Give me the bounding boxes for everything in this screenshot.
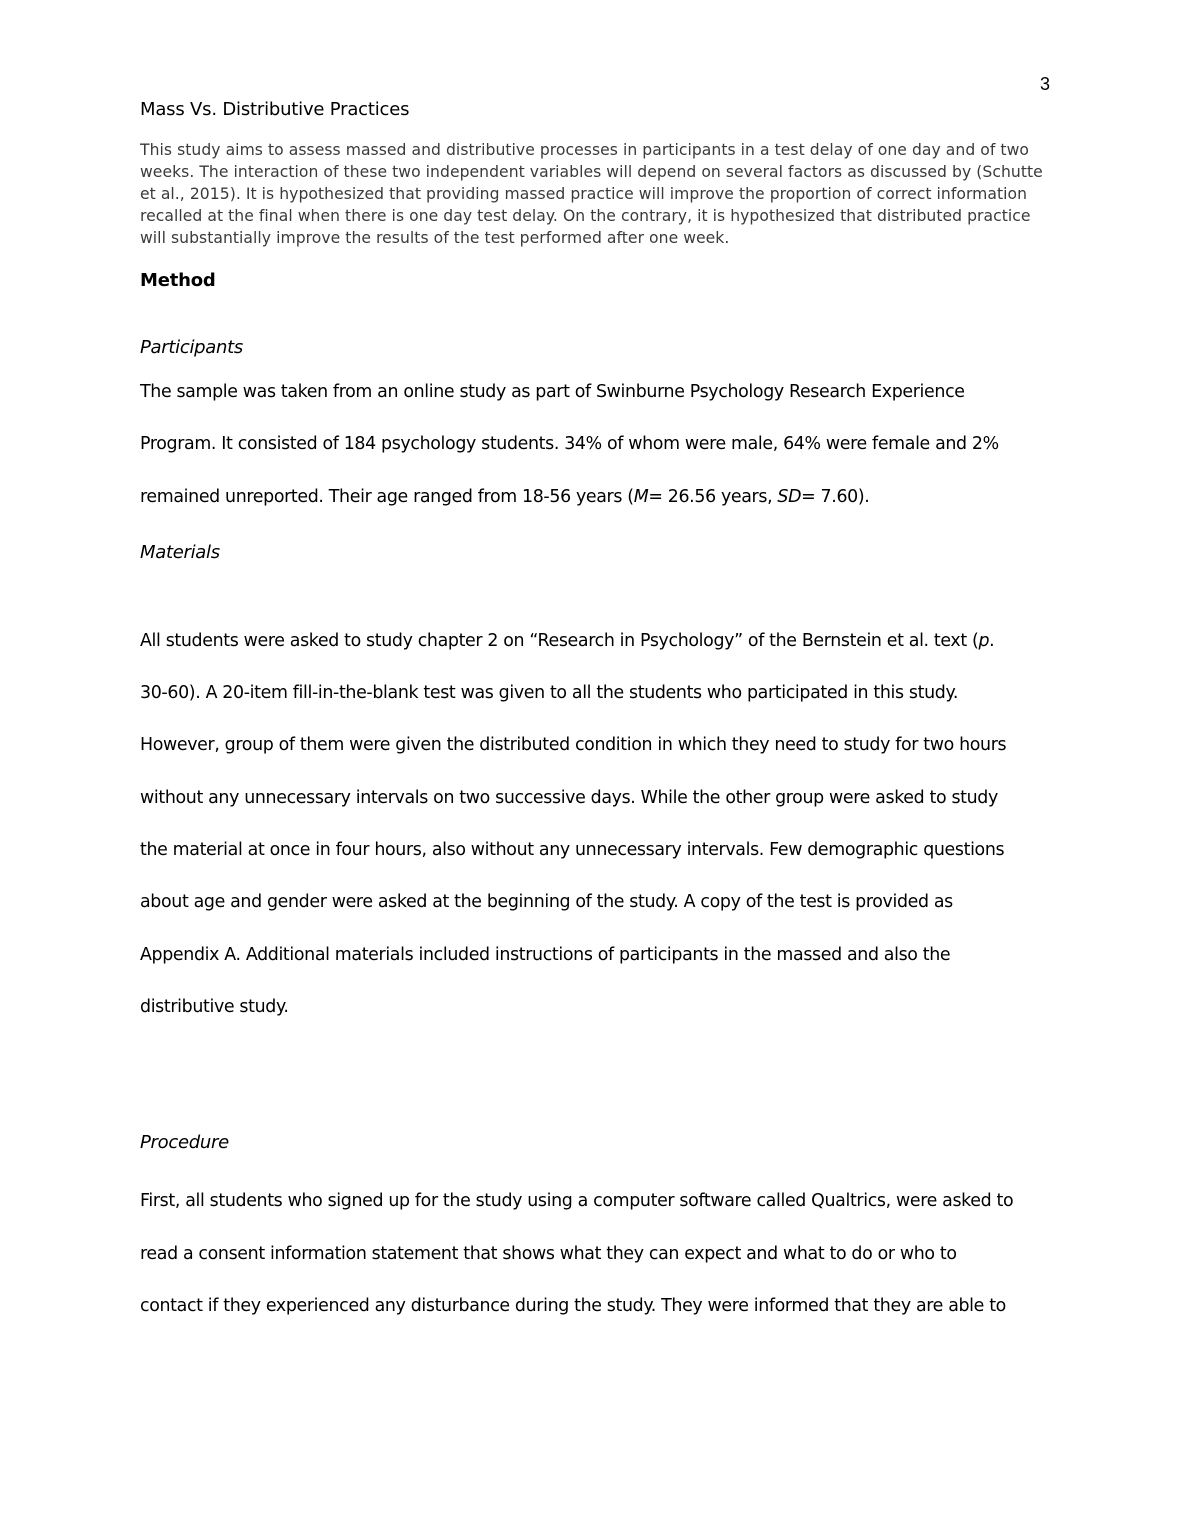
materials-line: distributive study. [140, 996, 289, 1017]
participants-heading: Participants [140, 337, 243, 358]
participants-line-3-text-b: = 26.56 years, [648, 486, 778, 507]
page-number: 3 [1039, 74, 1050, 94]
sd-symbol: SD [777, 486, 802, 507]
document-body [140, 98, 1050, 1332]
procedure-line: read a consent information statement that shows what they can expect and what to do or who to [140, 1243, 957, 1264]
abstract-paragraph: This study aims to assess massed and distributive processes in participants in a test delay of one day and of two weeks. The interaction of these two independent variables will depend on several factors as discussed by (Schutte et al., 2015). It is hypothesized that providing massed practice will improve the proportion of correct information recalled at the final when there is one day test delay. On the contrary, it is hypothesized that distributed practice will substantially improve the results of the test performed after one week. [140, 141, 1043, 247]
procedure-heading: Procedure [140, 1132, 229, 1154]
procedure-line: First, all students who signed up for the study using a computer software called Qualtrics, were asked to [140, 1191, 1014, 1212]
materials-line: the material at once in four hours, also without any unnecessary intervals. Few demographic questions [140, 840, 1005, 861]
participants-line-3 [140, 471, 1050, 523]
materials-line: 30-60). A 20-item fill-in-the-blank test was given to all the students who participated in this study. [140, 683, 959, 704]
running-title: Mass Vs. Distributive Practices [140, 99, 410, 120]
materials-line-1 [140, 615, 1050, 667]
participants-line-3-text-c: = 7.60). [801, 486, 870, 507]
materials-line: However, group of them were given the distributed condition in which they need to study for two hours [140, 735, 1007, 756]
materials-paragraph [140, 615, 1050, 1033]
materials-line-1-text-b: . [989, 630, 995, 651]
materials-line-1-text-a: All students were asked to study chapter 2 on “Research in Psychology” of the Bernstein et al. text ( [140, 630, 979, 651]
method-heading: Method [140, 270, 216, 291]
participants-line-3-text-a: remained unreported. Their age ranged from 18-56 years ( [140, 486, 634, 507]
participants-line-1: The sample was taken from an online study as part of Swinburne Psychology Research Experience [140, 382, 965, 402]
materials-line: without any unnecessary intervals on two successive days. While the other group were asked to study [140, 787, 998, 808]
page-abbrev: p [978, 630, 990, 651]
materials-line: Appendix A. Additional materials included instructions of participants in the massed and also the [140, 944, 951, 965]
procedure-paragraph [140, 1175, 1050, 1332]
materials-heading: Materials [140, 541, 220, 563]
participants-paragraph [140, 366, 1050, 523]
mean-symbol: M [633, 486, 649, 507]
procedure-line: contact if they experienced any disturbance during the study. They were informed that they are able to [140, 1295, 1006, 1316]
materials-line: about age and gender were asked at the beginning of the study. A copy of the test is provided as [140, 892, 953, 913]
participants-line-2: Program. It consisted of 184 psychology students. 34% of whom were male, 64% were female and 2% [140, 434, 999, 455]
